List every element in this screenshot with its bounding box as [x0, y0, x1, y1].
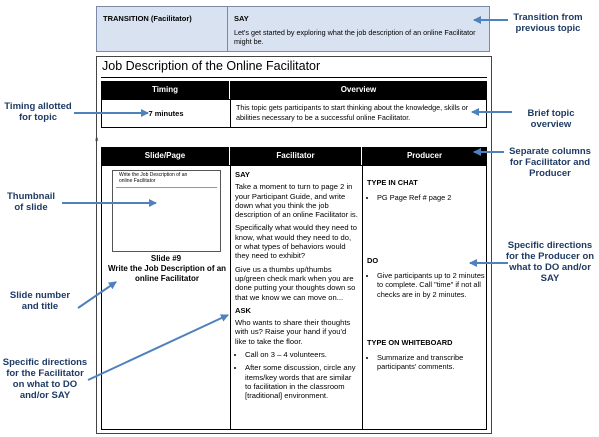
column-divider	[362, 166, 363, 429]
facilitator-ask-heading: ASK	[235, 305, 252, 315]
producer-whiteboard-list	[367, 353, 485, 372]
overview-header: Overview	[340, 85, 377, 94]
callout-thumbnail: Thumbnail of slide	[6, 191, 56, 213]
callout-slide-number: Slide number and title	[9, 290, 71, 312]
producer-whiteboard-heading: TYPE ON WHITEBOARD	[367, 338, 453, 347]
transition-say-text: Let's get started by exploring what the job description of an online Facilitator might be.	[234, 28, 476, 46]
columns-body	[101, 165, 487, 430]
facilitator-ask-text: Who wants to share their thoughts with us? Raise your hand if you'd like to take the floor.	[235, 318, 351, 346]
callout-separate-columns: Separate columns for Facilitator and Producer	[509, 146, 591, 179]
facilitator-say-paragraph: Take a moment to turn to page 2 in your Participant Guide, and write down what you think the job description of an online Facilitator is.	[235, 182, 358, 220]
callout-transition: Transition from previous topic	[513, 12, 583, 34]
facilitator-say-paragraph: Specifically what would they need to know, what would they need to do, or what types of behaviors would they need to exhibit?	[235, 223, 357, 261]
facilitator-bullet-list	[235, 350, 359, 400]
transition-box	[96, 6, 490, 52]
facilitator-say-paragraph: Give us a thumbs up/thumbs up/green check mark when you are done putting your thoughts down so that we know we can move on...	[235, 264, 356, 302]
column-header-producer: Producer	[406, 151, 443, 160]
margin-mark: a	[95, 137, 99, 143]
producer-chat-heading: TYPE IN CHAT	[367, 178, 418, 187]
lesson-page	[96, 56, 492, 434]
timing-header: Timing	[151, 85, 179, 94]
callout-brief: Brief topic overview	[527, 108, 575, 130]
list-item: • Summarize and transcribe participants' comments.	[377, 353, 485, 372]
producer-chat-list	[367, 193, 485, 202]
slide-number: Slide #9	[150, 254, 182, 263]
timing-row	[101, 99, 487, 128]
cell-divider	[230, 100, 231, 127]
columns-header-row	[101, 147, 487, 165]
facilitator-column	[235, 170, 359, 405]
transition-label: TRANSITION (Facilitator)	[103, 14, 192, 23]
column-header-slide: Slide/Page	[144, 151, 186, 160]
thumbnail-title: Write the Job Description of an online Facilitator	[119, 172, 188, 184]
callout-timing: Timing allotted for topic	[4, 101, 72, 123]
producer-do-list	[367, 271, 485, 299]
slide-title: Write the Job Description of an online Facilitator	[107, 264, 227, 283]
transition-say-heading: SAY	[234, 14, 249, 23]
facilitator-say-heading: SAY	[235, 170, 250, 179]
page-title: Job Description of the Online Facilitator	[102, 59, 321, 73]
timing-header-row	[101, 81, 487, 99]
list-item: • PG Page Ref # page 2	[377, 193, 485, 202]
producer-do-heading: DO	[367, 256, 379, 265]
slide-thumbnail	[112, 170, 221, 252]
list-item: • Give participants up to 2 minutes to complete. Call "time" if not all checks are in by 2 minutes.	[377, 271, 485, 299]
callout-producer-directions: Specific directions for the Producer on what to DO and/or SAY	[505, 240, 595, 284]
title-divider	[101, 77, 487, 78]
list-item: • Call on 3 – 4 volunteers.	[245, 350, 359, 359]
thumbnail-divider	[116, 187, 217, 188]
overview-text: This topic gets participants to start thinking about the knowledge, skills or abilities necessary to be a successful online Facilitator.	[236, 103, 469, 122]
column-divider	[230, 166, 231, 429]
callout-facilitator-directions: Specific directions for the Facilitator on what to DO and/or SAY	[2, 357, 88, 401]
column-header-facilitator: Facilitator	[276, 151, 315, 160]
list-item: • After some discussion, circle any items/key words that are similar to facilitation in the classroom [traditional] environment.	[245, 363, 359, 400]
timing-value: 7 minutes	[148, 109, 184, 118]
